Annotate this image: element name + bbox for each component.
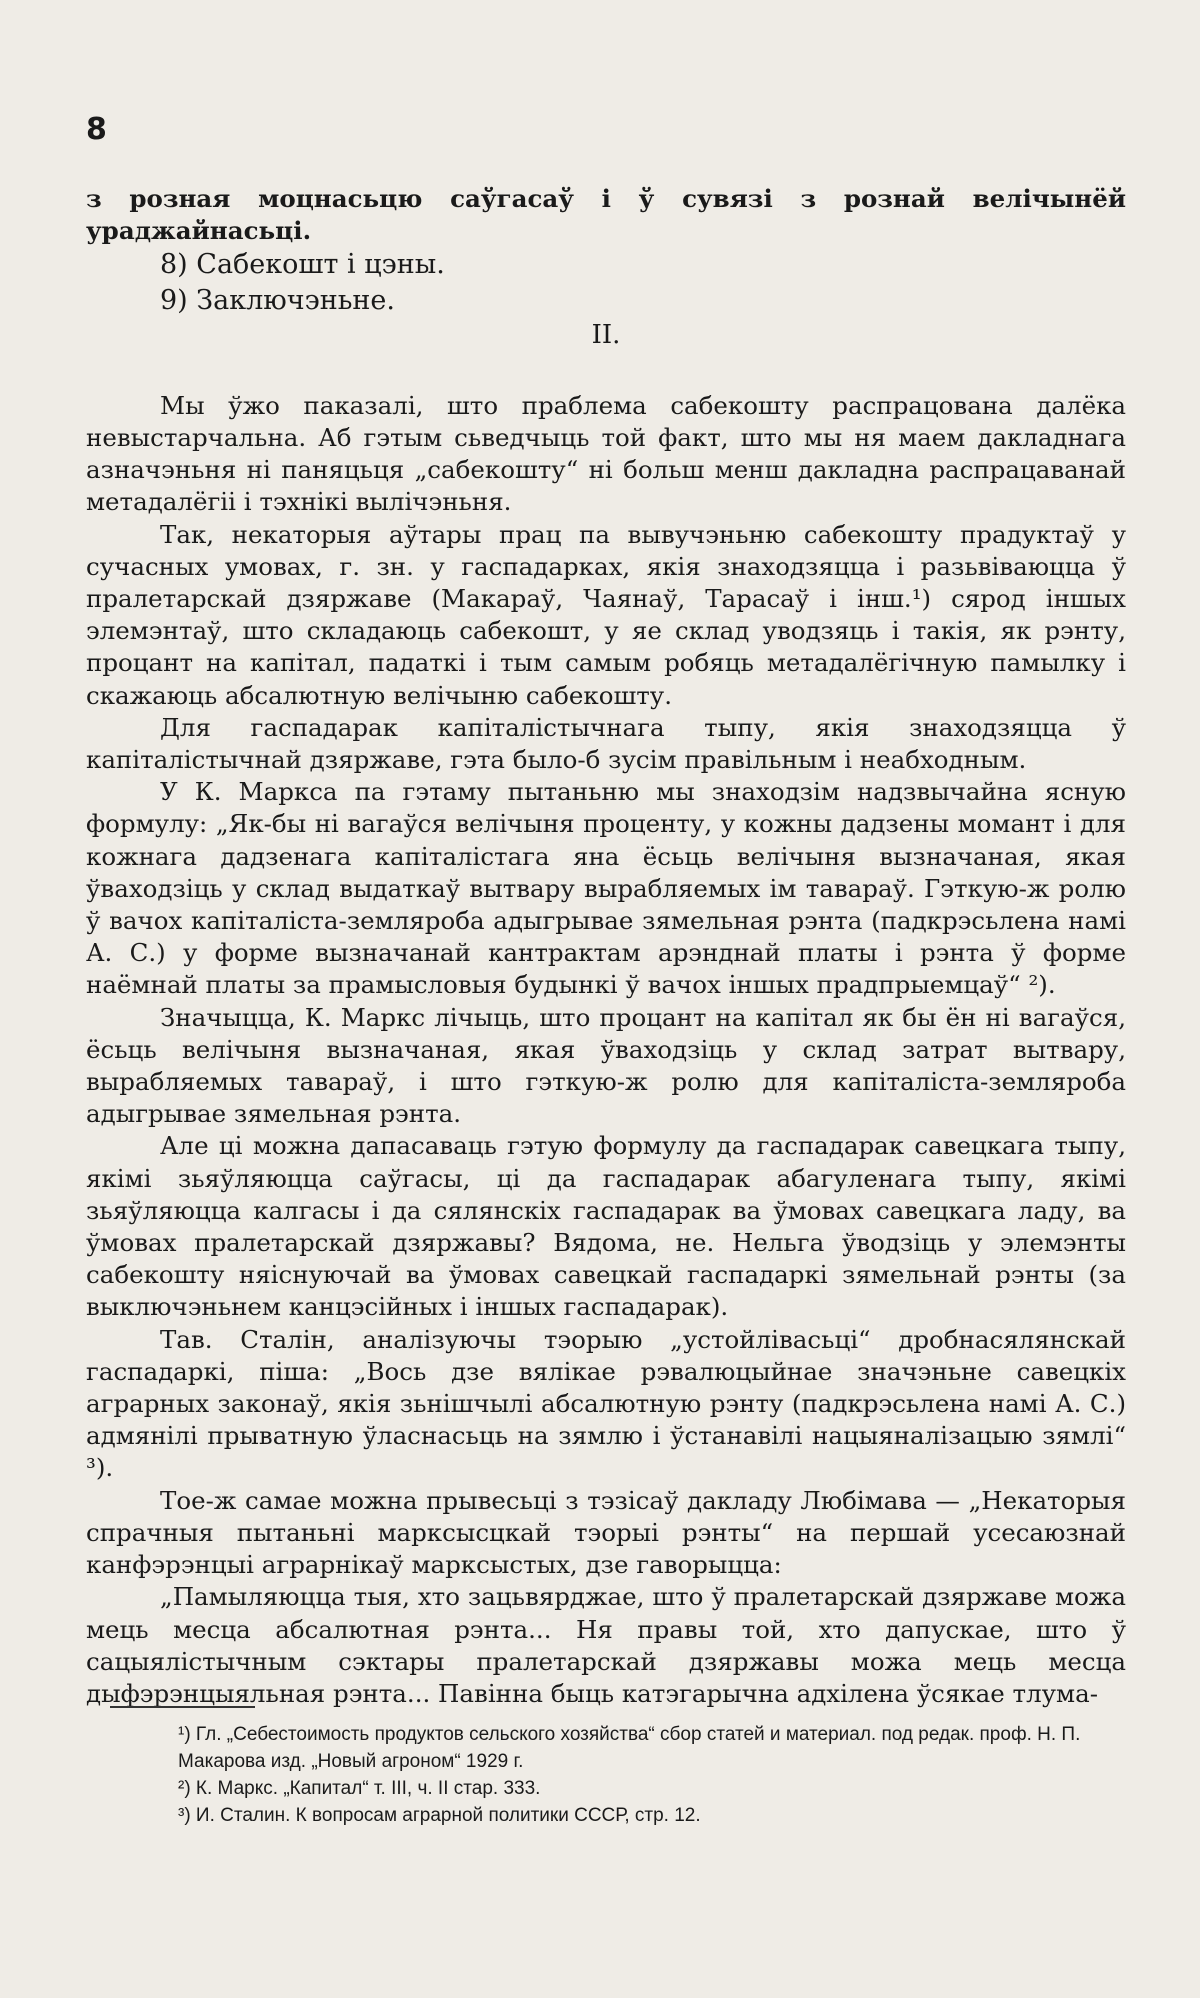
paragraph: Мы ўжо паказалі, што праблема сабекошту распрацована далёка невыстарчальна. Аб гэтым сьведчыць той факт, што мы ня маем дакладнага азначэньня ні паняцьця „сабекошту“ ні больш менш дакладна распрацаванай метадалёгіі і тэхнікі вылічэньня. [86,390,1126,517]
paragraph: Тав. Сталін, аналізуючы тэорыю „устойлівасьці“ дробнасялянскай гаспадаркі, піша: „Вось дзе вялікае рэвалюцыйнае значэньне савецкіх аграрных законаў, якія зьнішчылі абсалютную рэнту (падкрэсьлена намі А. С.) адмянілі прыватную ўласнасьць на зямлю і ўстанавілі нацыяналізацыю зямлі“ ³). [86,1324,1126,1483]
paragraph: „Памыляюцца тыя, хто зацьвярджае, што ў пралетарскай дзяржаве можа мець месца абсалютная рэнта... Ня правы той, хто дапускае, што ў сацыялістычным сэктары пралетарскай дзяржавы можа мець месца дыфэрэнцыяльная рэнта... Павінна быць катэгарычна адхілена ўсякае тлума- [86,1582,1126,1708]
list-item: 8) Сабекошт і цэны. [160,249,445,281]
paragraph: У К. Маркса па гэтаму пытаньню мы знаходзім надзвычайна ясную формулу: „Як-бы ні вагаўся велічыня проценту, у кожны дадзены момант і для кожнага дадзенага капіталістага яна ёсьць велічыня вызначаная, якая ўваходзіць у склад выдаткаў вытвару вырабляемых ім тавараў. Гэткую-ж ролю ў вачох капіталіста-земляроба адыгрывае зямельная рэнта (падкрэсьлена намі А. С.) у форме вызначанай кантрактам арэнднай платы і рэнта ў форме наёмнай платы за прамысловыя будынкі ў вачох іншых прадпрыемцаў“ ²). [86,777,1126,1000]
intro-line: з розная моцнасьцю саўгасаў і ў сувязі з рознай велічынёй ураджайнасьці. [86,184,1126,246]
main-text [86,183,1126,1710]
footnote: ¹) Гл. „Себестоимость продуктов сельского хозяйства“ сбор статей и материал. под редак. проф. Н. П. Макарова изд. „Новый агроном“ 1929 г. [178,1724,1081,1772]
paragraph: Значыцца, К. Маркс лічыць, што процант на капітал як бы ён ні вагаўся, ёсьць велічыня вызначаная, якая ўваходзіць у склад затрат вытвару, вырабляемых тавараў, і што гэткую-ж ролю для капіталіста-земляроба адыгрывае зямельная рэнта. [86,1002,1126,1129]
footnote-divider [110,1706,255,1708]
paragraph: Але ці можна дапасаваць гэтую формулу да гаспадарак савецкага тыпу, якімі зьяўляюцца саўгасы, ці да гаспадарак абагуленага тыпу, якімі зьяўляюцца калгасы і да сялянскіх гаспадарак ва ўмовах савецкага ладу, ва ўмовах пралетарскай дзяржавы? Вядома, не. Нельга ўводзіць у элемэнты сабекошту няіснуючай ва ўмовах савецкай гаспадаркі зямельнай рэнты (за выключэньнем канцэсійных і іншых гаспадарак). [86,1131,1126,1322]
paragraph: Для гаспадарак капіталістычнага тыпу, якія знаходзяцца ў капіталістычнай дзяржаве, гэта было-б зусім правільным і неабходным. [86,712,1126,775]
footnote: ²) К. Маркс. „Капитал“ т. III, ч. II стар. 333. [178,1777,541,1799]
paragraph: Тое-ж самае можна прывесьці з тэзісаў дакладу Любімава — „Некаторыя спрачныя пытаньні марксысцкай тэорыі рэнты“ на першай усесаюзнай канфэрэнцыі аграрнікаў марксыстых, дзе гаворыцца: [86,1485,1126,1580]
list-item: 9) Заключэньне. [160,284,395,316]
footnote: ³) И. Сталин. К вопросам аграрной политики СССР, стр. 12. [178,1804,701,1826]
paragraph: Так, некаторыя аўтары прац па вывучэньню сабекошту прадуктаў у сучасных умовах, г. зн. у гаспадарках, якія знаходзяцца і разьвіваюцца ў пралетарскай дзяржаве (Макараў, Чаянаў, Тарасаў і інш.¹) сярод іншых элемэнтаў, што складаюць сабекошт, у яе склад уводзяць і такія, як рэнту, процант на капітал, падаткі і тым самым робяць метадалёгічную памылку і скажаюць абсалютную велічыню сабекошту. [86,519,1126,710]
page-number: 8 [86,112,107,147]
contents-list [86,247,1126,317]
section-heading: II. [591,319,621,350]
footnotes [98,1722,1138,1830]
